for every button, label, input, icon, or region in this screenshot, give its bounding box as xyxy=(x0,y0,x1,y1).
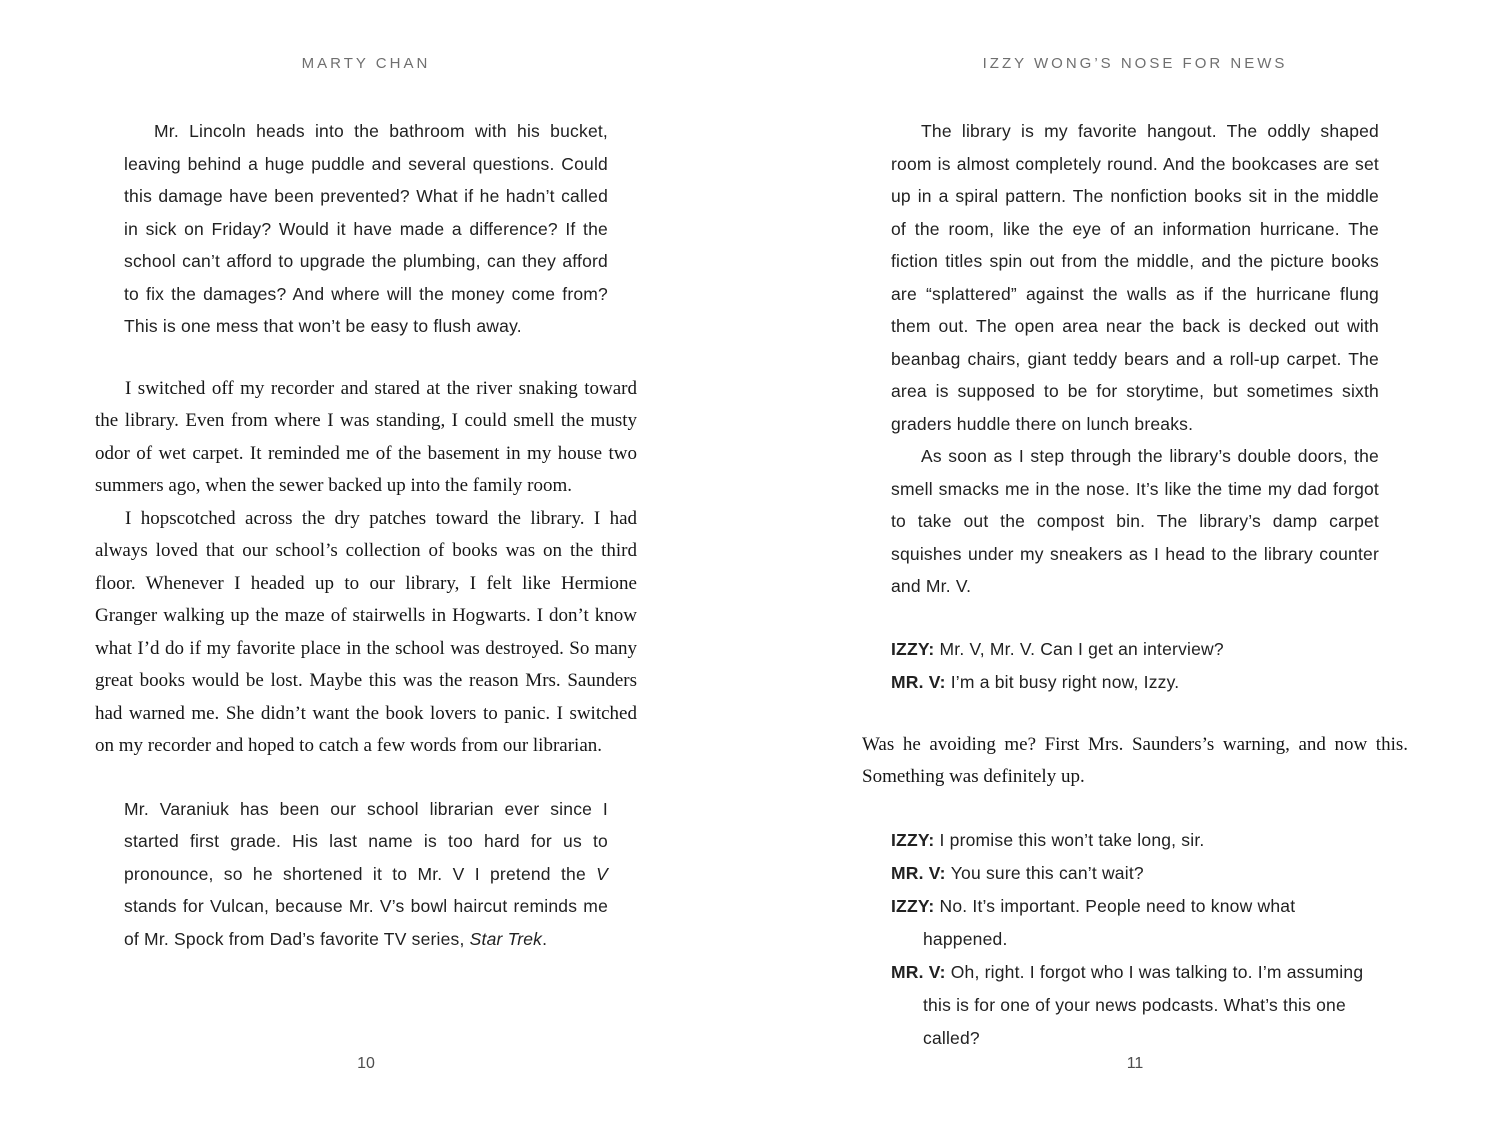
dialogue-line: MR. V: You sure this can’t wait? xyxy=(891,862,1144,883)
page-number-right: 11 xyxy=(1126,1055,1144,1072)
sans-paragraph xyxy=(124,793,608,956)
dialogue-block xyxy=(891,633,1379,699)
running-header-author: MARTY CHAN xyxy=(301,55,431,72)
text-segment: Mr. Varaniuk has been our school librarian ever since I started first grade. His last name is too hard for us to pronounce, so he shortened it to Mr. V I pretend the xyxy=(124,798,608,884)
speaker-label: IZZY: xyxy=(891,638,940,659)
serif-paragraph xyxy=(95,373,637,503)
sans-paragraph xyxy=(891,115,1379,440)
text-segment: . xyxy=(542,928,548,949)
dialogue-line: MR. V: I’m a bit busy right now, Izzy. xyxy=(891,671,1180,692)
right-page-content xyxy=(862,115,1408,1055)
left-page xyxy=(95,0,637,1125)
left-page-content xyxy=(95,115,637,955)
dialogue-line: MR. V: Oh, right. I forgot who I was talking to. I’m assuming this is for one of your news podcasts. What’s this one called? xyxy=(891,961,1364,1048)
serif-paragraph xyxy=(862,729,1408,794)
speaker-label: MR. V: xyxy=(891,671,951,692)
text-segment: I switched off my recorder and stared at the river snaking toward the library. Even from where I was standing, I could smell the musty odor of wet carpet. It reminded me of the basement in my house two summers ago, when the sewer backed up into the family room. xyxy=(95,377,637,496)
serif-paragraph xyxy=(95,503,637,763)
text-segment: The library is my favorite hangout. The oddly shaped room is almost completely round. And the bookcases are set up in a spiral pattern. The nonfiction books sit in the middle of the room, like the eye of an information hurricane. The fiction titles spin out from the middle, and the picture books are “splattered” against the walls as if the hurricane flung them out. The open area near the back is decked out with beanbag chairs, giant teddy bears and a roll-up carpet. The area is supposed to be for storytime, but sometimes sixth graders huddle there on lunch breaks. xyxy=(891,121,1379,434)
dialogue-line: IZZY: No. It’s important. People need to know what happened. xyxy=(891,895,1296,949)
right-page xyxy=(862,0,1408,1125)
dialogue-block xyxy=(891,824,1379,1055)
sans-paragraph xyxy=(124,115,608,343)
dialogue-line: IZZY: I promise this won’t take long, sir. xyxy=(891,829,1205,850)
italic-text: V xyxy=(596,863,608,884)
text-segment: I hopscotched across the dry patches toward the library. I had always loved that our school’s collection of books was on the third floor. Whenever I headed up to our library, I felt like Hermione Granger walking up the maze of stairwells in Hogwarts. I don’t know what I’d do if my favorite place in the school was destroyed. So many great books would be lost. Maybe this was the reason Mrs. Saunders had warned me. She didn’t want the book lovers to panic. I switched on my recorder and hoped to catch a few words from our librarian. xyxy=(95,507,637,756)
speaker-label: IZZY: xyxy=(891,829,940,850)
dialogue-line: IZZY: Mr. V, Mr. V. Can I get an interview? xyxy=(891,638,1224,659)
text-segment: stands for Vulcan, because Mr. V’s bowl haircut reminds me of Mr. Spock from Dad’s favorite TV series, xyxy=(124,896,608,949)
page-number-left: 10 xyxy=(357,1055,375,1072)
italic-text: Star Trek xyxy=(469,928,543,949)
speaker-label: MR. V: xyxy=(891,961,951,982)
sans-paragraph xyxy=(891,440,1379,603)
speaker-label: MR. V: xyxy=(891,862,951,883)
text-segment: Was he avoiding me? First Mrs. Saunders’s warning, and now this. Something was definitely up. xyxy=(862,733,1408,787)
text-segment: As soon as I step through the library’s double doors, the smell smacks me in the nose. It’s like the time my dad forgot to take out the compost bin. The library’s damp carpet squishes under my sneakers as I head to the library counter and Mr. V. xyxy=(891,446,1379,596)
text-segment: Mr. Lincoln heads into the bathroom with his bucket, leaving behind a huge puddle and several questions. Could this damage have been prevented? What if he hadn’t called in sick on Friday? Would it have made a difference? If the school can’t afford to upgrade the plumbing, can they afford to fix the damages? And where will the money come from? This is one mess that won’t be easy to flush away. xyxy=(124,121,608,336)
speaker-label: IZZY: xyxy=(891,895,940,916)
running-header-title: IZZY WONG’S NOSE FOR NEWS xyxy=(982,55,1288,72)
